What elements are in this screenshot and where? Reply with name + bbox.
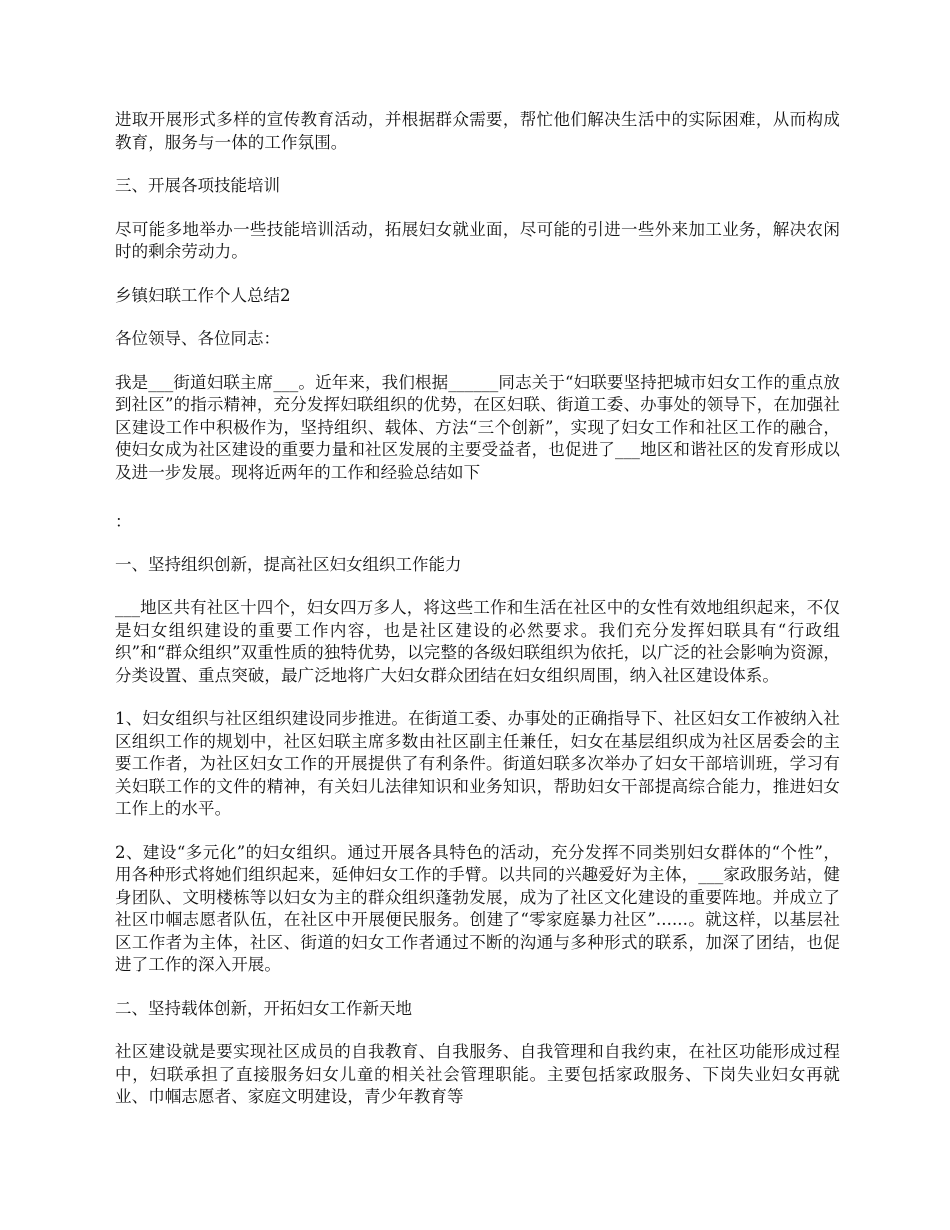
heading-organization-innovation: 一、坚持组织创新，提高社区妇女组织工作能力 bbox=[115, 554, 462, 574]
heading-skills-training: 三、开展各项技能培训 bbox=[115, 176, 280, 195]
paragraph-point-2: 2、建设“多元化”的妇女组织。通过开展各具特色的活动，充分发挥不同类别妇女群体的“个性”，用各种形式将她们组织起来，延伸妇女工作的手臂。以共同的兴趣爱好为主体，___家政服务站，健身团队、文明楼栋等以妇女为主的群众组织蓬勃发展，成为了社区文化建设的重要阵地。并成立了社区巾帼志愿者队伍，在社区中开展便民服务。创建了“零家庭暴力社区”......。就这样，以基层社区工作者为主体，社区、街道的妇女工作者通过不断的沟通与多种形式的联系，加深了团结，也促进了工作的深入开展。 bbox=[115, 842, 840, 974]
section-title-summary-2: 乡镇妇联工作个人总结2 bbox=[115, 285, 291, 305]
paragraph-point-1: 1、妇女组织与社区组织建设同步推进。在街道工委、办事处的正确指导下、社区妇女工作被纳入社区组织工作的规划中，社区妇联主席多数由社区副主任兼任，妇女在基层组织成为社区居委会的主要工作者，为社区妇女工作的开展提供了有利条件。街道妇联多次举办了妇女干部培训班，学习有关妇联工作的文件的精神，有关妇儿法律知识和业务知识，帮助妇女干部提高综合能力，推进妇女工作上的水平。 bbox=[115, 709, 840, 818]
paragraph-introduction: 我是___街道妇联主席___。近年来，我们根据______同志关于“妇联要坚持把城市妇女工作的重点放到社区”的指示精神，充分发挥妇联组织的优势，在区妇联、街道工委、办事处的领导下，在加强社区建设工作中积极作为，坚持组织、载体、方法“三个创新”，实现了妇女工作和社区工作的融合，使妇女成为社区建设的重要力量和社区发展的主要受益者，也促进了___地区和谐社区的发育形成以及进一步发展。现将近两年的工作和经验总结如下 bbox=[115, 372, 840, 482]
salutation: 各位领导、各位同志： bbox=[115, 329, 280, 348]
document-body bbox=[115, 109, 840, 1130]
paragraph-publicity: 进取开展形式多样的宣传教育活动，并根据群众需要，帮忙他们解决生活中的实际困难，从而构成教育，服务与一体的工作氛围。 bbox=[115, 110, 840, 152]
heading-carrier-innovation: 二、坚持载体创新，开拓妇女工作新天地 bbox=[115, 998, 412, 1018]
colon-line: ： bbox=[115, 512, 132, 531]
paragraph-community-women: ___地区共有社区十四个，妇女四万多人，将这些工作和生活在社区中的女性有效地组织起来，不仅是妇女组织建设的重要工作内容，也是社区建设的必然要求。我们充分发挥妇联具有“行政组织”和“群众组织”双重性质的独特优势，以完整的各级妇联组织为依托，以广泛的社会影响为资源，分类设置、重点突破，最广泛地将广大妇女群众团结在妇女组织周围，纳入社区建设体系。 bbox=[115, 598, 840, 685]
paragraph-skills-training: 尽可能多地举办一些技能培训活动，拓展妇女就业面，尽可能的引进一些外来加工业务，解决农闲时的剩余劳动力。 bbox=[115, 219, 840, 261]
paragraph-community-building: 社区建设就是要实现社区成员的自我教育、自我服务、自我管理和自我约束，在社区功能形成过程中，妇联承担了直接服务妇女儿童的相关社会管理职能。主要包括家政服务、下岗失业妇女再就业、巾帼志愿者、家庭文明建设，青少年教育等 bbox=[115, 1042, 840, 1106]
